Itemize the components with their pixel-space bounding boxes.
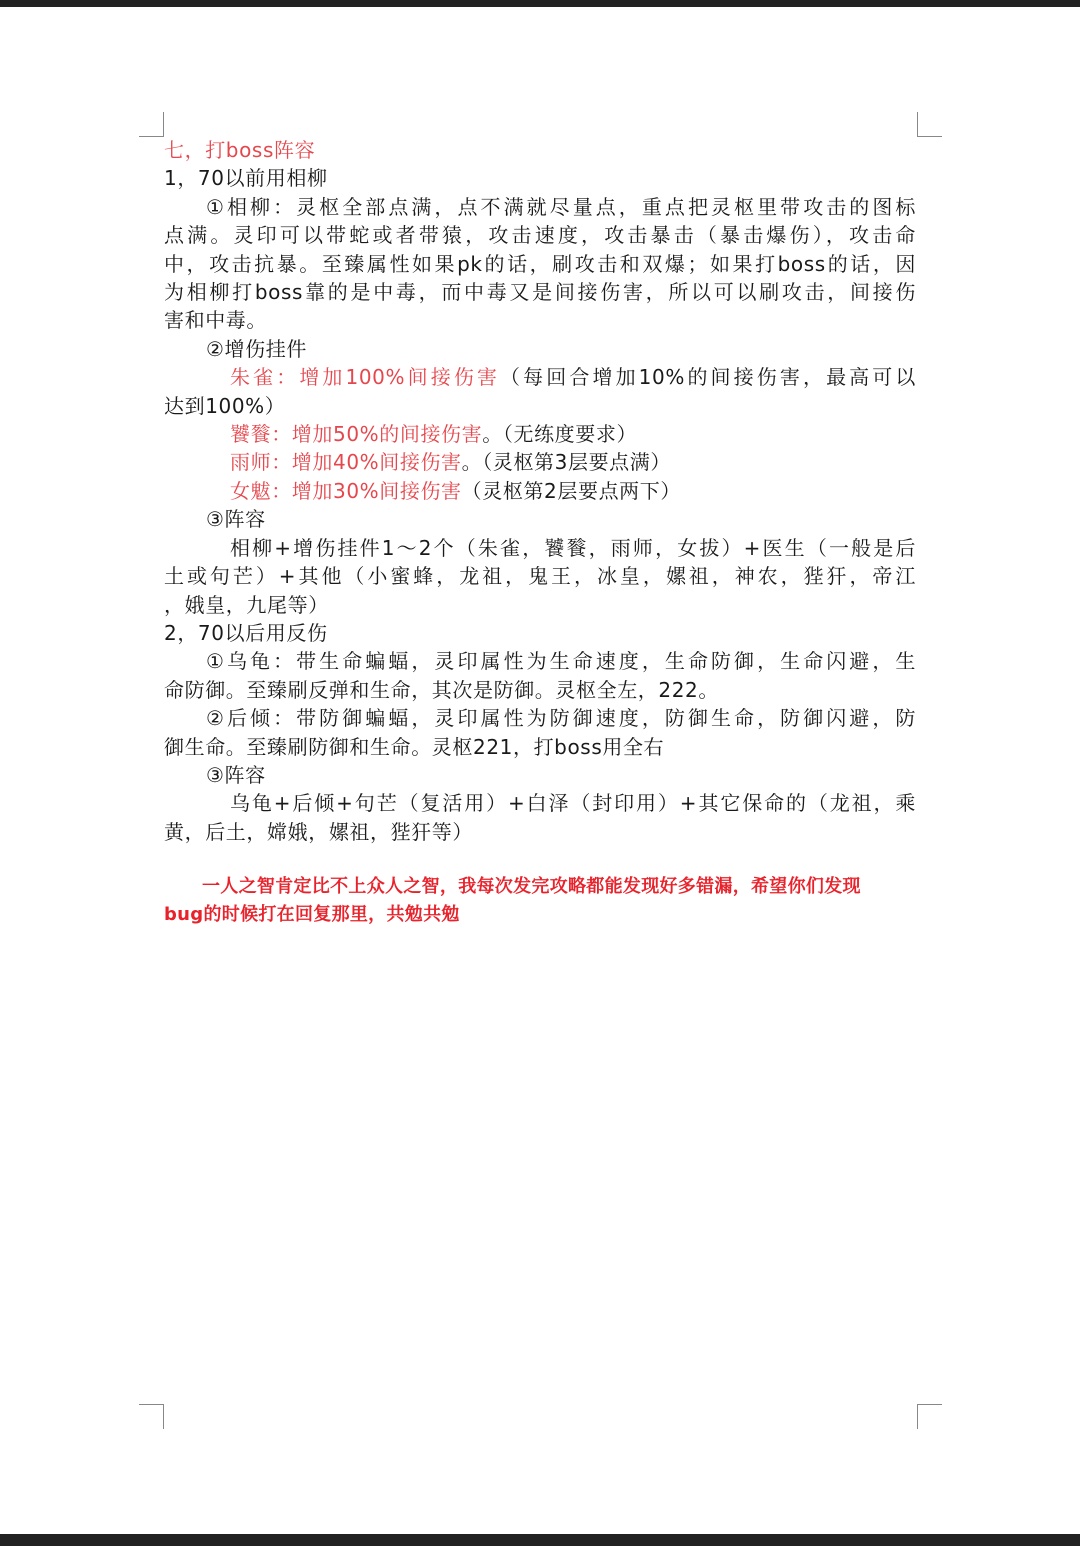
pendant-name: 朱雀：增加100%间接伤害 bbox=[230, 365, 501, 390]
pendant-item bbox=[164, 477, 916, 505]
paragraph-line: ①乌龟：带生命蝙蝠，灵印属性为生命速度，生命防御，生命闪避，生 bbox=[206, 649, 916, 674]
paragraph-line: ②后倾：带防御蝙蝠，灵印属性为防御速度，防御生命，防御闪避，防 bbox=[206, 706, 916, 731]
paragraph-line: 土或句芒）+其他（小蜜蜂，龙祖，鬼王，冰皇，嫘祖，神农，狴犴，帝江 bbox=[164, 564, 916, 589]
pendant-item bbox=[164, 363, 916, 391]
paragraph-line: 御生命。至臻刷防御和生命。灵枢221，打boss用全右 bbox=[164, 734, 665, 759]
pendant-name: 饕餮：增加50%的间接伤害 bbox=[230, 422, 483, 447]
pendant-name: 女魃：增加30%间接伤害 bbox=[230, 478, 462, 503]
closing-note bbox=[164, 873, 916, 929]
lineup-title: ③阵容 bbox=[206, 507, 266, 532]
paragraph-line: 为相柳打boss靠的是中毒，而中毒又是间接伤害，所以可以刷攻击，间接伤 bbox=[164, 280, 916, 305]
paragraph-line: ，娥皇，九尾等） bbox=[164, 592, 329, 617]
top-edge-bar bbox=[0, 0, 1080, 7]
note-line: 一人之智肯定比不上众人之智，我每次发完攻略都能发现好多错漏，希望你们发现 bbox=[202, 876, 861, 898]
section-heading: 七，打boss阵容 bbox=[164, 138, 316, 162]
pendant-list bbox=[164, 363, 916, 505]
houqing-paragraph bbox=[164, 704, 916, 761]
pendant-item bbox=[164, 420, 916, 448]
paragraph-line: 中，攻击抗暴。至臻属性如果pk的话，刷攻击和双爆；如果打boss的话，因 bbox=[164, 251, 916, 276]
pendant-title: ②增伤挂件 bbox=[206, 336, 307, 361]
document-page bbox=[164, 136, 916, 929]
pendant-note: 达到100%） bbox=[164, 393, 286, 418]
crop-mark-bottom-right bbox=[917, 1404, 942, 1429]
note-line: bug的时候打在回复那里，共勉共勉 bbox=[164, 904, 460, 926]
pendant-note: （灵枢第2层要点两下） bbox=[461, 478, 681, 503]
paragraph-line: 点满。灵印可以带蛇或者带猿，攻击速度，攻击暴击（暴击爆伤），攻击命 bbox=[164, 223, 916, 248]
crop-mark-top-right bbox=[917, 112, 942, 137]
spacer bbox=[164, 846, 916, 873]
subsection-title-2: 2，70以后用反伤 bbox=[164, 620, 328, 645]
lineup-paragraph bbox=[164, 534, 916, 619]
turtle-paragraph bbox=[164, 647, 916, 704]
pendant-name: 雨师：增加40%间接伤害 bbox=[230, 450, 462, 475]
pendant-item bbox=[164, 448, 916, 476]
pendant-note: 。（无练度要求） bbox=[482, 422, 638, 447]
paragraph-line: 命防御。至臻刷反弹和生命，其次是防御。灵枢全左，222。 bbox=[164, 677, 719, 702]
lineup-paragraph bbox=[164, 789, 916, 846]
paragraph-line: 相柳+增伤挂件1～2个（朱雀，饕餮，雨师，女拔）+医生（一般是后 bbox=[230, 535, 916, 560]
xiangliu-paragraph bbox=[164, 193, 916, 335]
paragraph-line: ①相柳：灵枢全部点满，点不满就尽量点，重点把灵枢里带攻击的图标 bbox=[206, 194, 916, 219]
paragraph-line: 黄，后土，嫦娥，嫘祖，狴犴等） bbox=[164, 819, 473, 844]
pendant-item bbox=[164, 392, 916, 420]
lineup-title: ③阵容 bbox=[206, 762, 266, 787]
pendant-note: （每回合增加10%的间接伤害，最高可以 bbox=[500, 365, 916, 390]
bottom-edge-bar bbox=[0, 1534, 1080, 1546]
paragraph-line: 害和中毒。 bbox=[164, 308, 267, 333]
crop-mark-top-left bbox=[139, 112, 164, 137]
paragraph-line: 乌龟+后倾+句芒（复活用）+白泽（封印用）+其它保命的（龙祖，乘 bbox=[230, 791, 916, 816]
subsection-title-1: 1，70以前用相柳 bbox=[164, 166, 328, 191]
pendant-note: 。（灵枢第3层要点满） bbox=[461, 450, 671, 475]
crop-mark-bottom-left bbox=[139, 1404, 164, 1429]
